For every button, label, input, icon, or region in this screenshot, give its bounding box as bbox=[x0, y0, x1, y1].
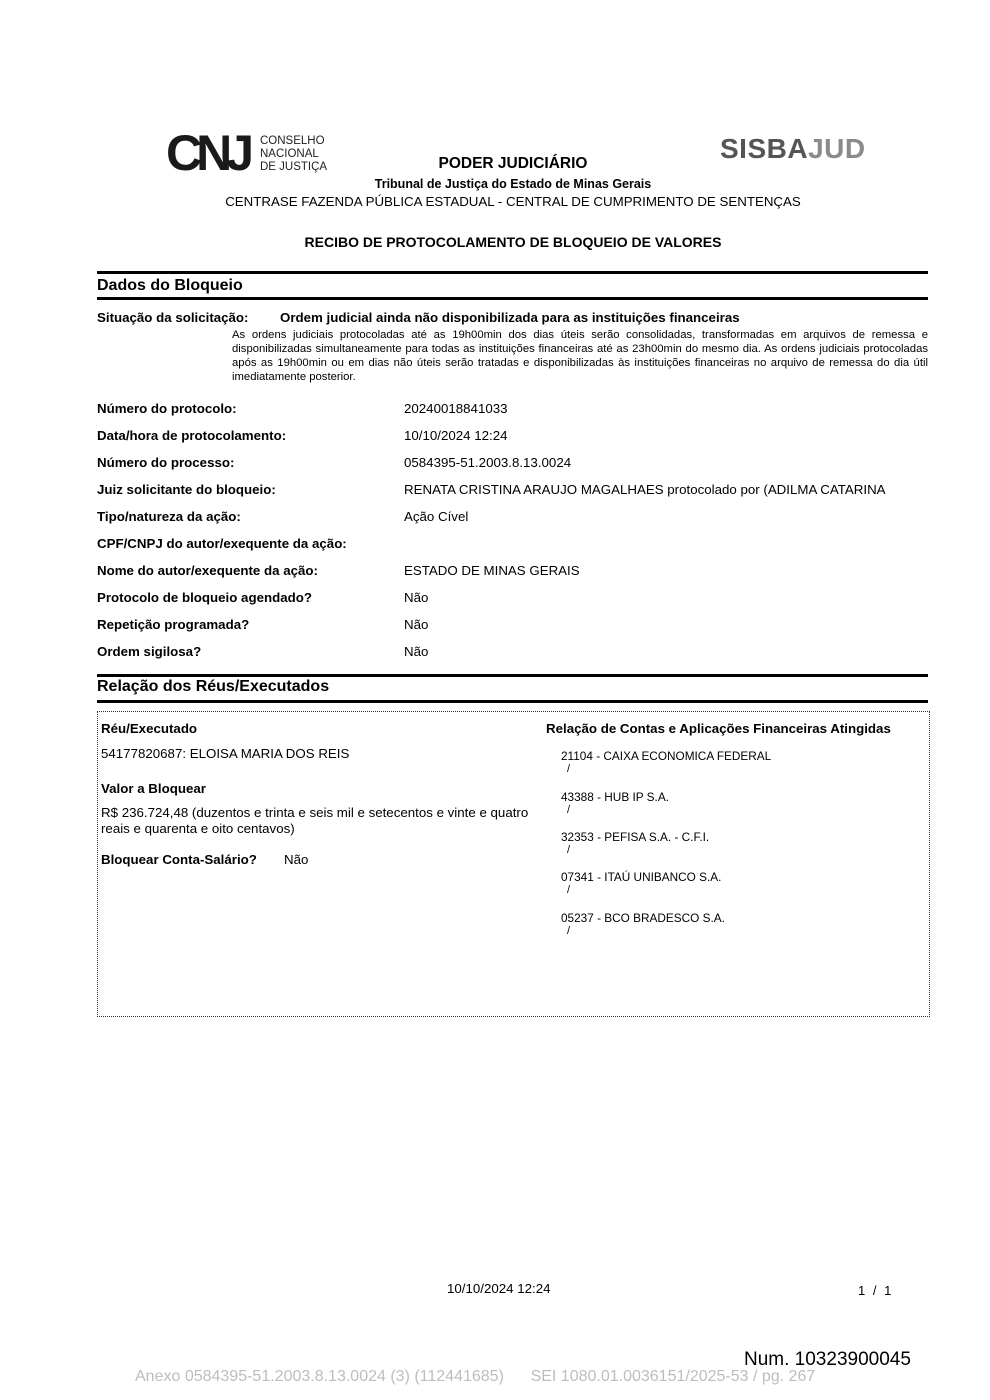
account-item-sub: / bbox=[567, 763, 571, 775]
section-title-block-data: Dados do Bloqueio bbox=[97, 277, 243, 294]
amount-value-line-2: reais e quarenta e oito centavos) bbox=[101, 821, 295, 836]
field-value-confidential: Não bbox=[404, 644, 429, 659]
field-label-plaintiff-id: CPF/CNPJ do autor/exequente da ação: bbox=[97, 536, 347, 551]
status-label: Situação da solicitação: bbox=[97, 310, 249, 325]
amount-value-line-1: R$ 236.724,48 (duzentos e trinta e seis mil e setecentos e vinte e quatro bbox=[101, 805, 529, 820]
section-rule-top-defendants bbox=[97, 674, 928, 677]
field-label-judge: Juiz solicitante do bloqueio: bbox=[97, 482, 276, 497]
unit-name: CENTRASE FAZENDA PÚBLICA ESTADUAL - CENTRAL DE CUMPRIMENTO DE SENTENÇAS bbox=[225, 194, 801, 209]
field-value-plaintiff-name: ESTADO DE MINAS GERAIS bbox=[404, 563, 580, 578]
field-value-action-type: Ação Cível bbox=[404, 509, 469, 524]
section-rule-bottom-defendants bbox=[97, 700, 928, 703]
amount-label: Valor a Bloquear bbox=[101, 781, 206, 796]
court-name: Tribunal de Justiça do Estado de Minas Gerais bbox=[374, 177, 652, 191]
cnj-logo-words: CONSELHO NACIONAL DE JUSTIÇA bbox=[260, 135, 328, 173]
field-label-action-type: Tipo/natureza da ação: bbox=[97, 509, 241, 524]
annex-watermark: Anexo 0584395-51.2003.8.13.0024 (3) (112441685) SEI 1080.01.0036151/2025-53 / pg. 267 bbox=[135, 1368, 816, 1385]
account-item: 07341 - ITAÚ UNIBANCO S.A. bbox=[561, 870, 722, 884]
field-label-plaintiff-name: Nome do autor/exequente da ação: bbox=[97, 563, 318, 578]
field-label-protocol-datetime: Data/hora de protocolamento: bbox=[97, 428, 287, 443]
field-label-protocol-number: Número do protocolo: bbox=[97, 401, 237, 416]
sisbajud-logo: SISBAJUD bbox=[720, 133, 866, 164]
section-title-defendants: Relação dos Réus/Executados bbox=[97, 678, 330, 695]
footer-datetime: 10/10/2024 12:24 bbox=[447, 1281, 551, 1296]
account-item-sub: / bbox=[567, 925, 571, 937]
salary-account-value: Não bbox=[284, 852, 309, 867]
section-rule-top bbox=[97, 271, 928, 274]
account-item: 21104 - CAIXA ECONOMICA FEDERAL bbox=[561, 749, 772, 763]
field-label-confidential: Ordem sigilosa? bbox=[97, 644, 202, 659]
account-item: 32353 - PEFISA S.A. - C.F.I. bbox=[561, 830, 710, 844]
field-value-judge: RENATA CRISTINA ARAUJO MAGALHAES protocolado por (ADILMA CATARINA bbox=[404, 482, 886, 497]
account-item-sub: / bbox=[567, 804, 571, 816]
field-label-scheduled: Protocolo de bloqueio agendado? bbox=[97, 590, 312, 605]
field-value-repetition: Não bbox=[404, 617, 429, 632]
field-value-scheduled: Não bbox=[404, 590, 429, 605]
status-notice: As ordens judiciais protocoladas até as 19h00min dos dias úteis serão consolidadas, transformadas em arquivos de remessa e disponibilizadas simultaneamente para todas as instituições financeiras até as 23h00min do mesmo dia. As ordens judiciais protocoladas após as 19h00min ou em dias não úteis serão tratadas e disponibilizadas às instituições financeiras no arquivo de remessa do dia útil imediatamente posterior. bbox=[232, 329, 928, 383]
field-value-protocol-number: 20240018841033 bbox=[404, 401, 508, 416]
document-title: RECIBO DE PROTOCOLAMENTO DE BLOQUEIO DE VALORES bbox=[304, 234, 722, 250]
column-header-accounts: Relação de Contas e Aplicações Financeiras Atingidas bbox=[546, 721, 891, 736]
field-label-process-number: Número do processo: bbox=[97, 455, 235, 470]
section-rule-bottom bbox=[97, 297, 928, 300]
field-label-repetition: Repetição programada? bbox=[97, 617, 250, 632]
account-item-sub: / bbox=[567, 884, 571, 896]
field-value-protocol-datetime: 10/10/2024 12:24 bbox=[404, 428, 508, 443]
column-header-defendant: Réu/Executado bbox=[101, 721, 198, 736]
status-value: Ordem judicial ainda não disponibilizada para as instituições financeiras bbox=[280, 310, 740, 325]
page-number: 1 / 1 bbox=[858, 1283, 892, 1298]
document-number: Num. 10323900045 bbox=[744, 1349, 911, 1370]
account-item: 05237 - BCO BRADESCO S.A. bbox=[561, 911, 725, 925]
salary-account-label: Bloquear Conta-Salário? bbox=[101, 852, 257, 867]
account-item-sub: / bbox=[567, 844, 571, 856]
branch-title: PODER JUDICIÁRIO bbox=[438, 155, 588, 172]
defendant-name: 54177820687: ELOISA MARIA DOS REIS bbox=[101, 746, 350, 761]
cnj-logo-letters: CNJ bbox=[166, 125, 249, 181]
account-item: 43388 - HUB IP S.A. bbox=[561, 790, 669, 804]
field-value-process-number: 0584395-51.2003.8.13.0024 bbox=[404, 455, 572, 470]
